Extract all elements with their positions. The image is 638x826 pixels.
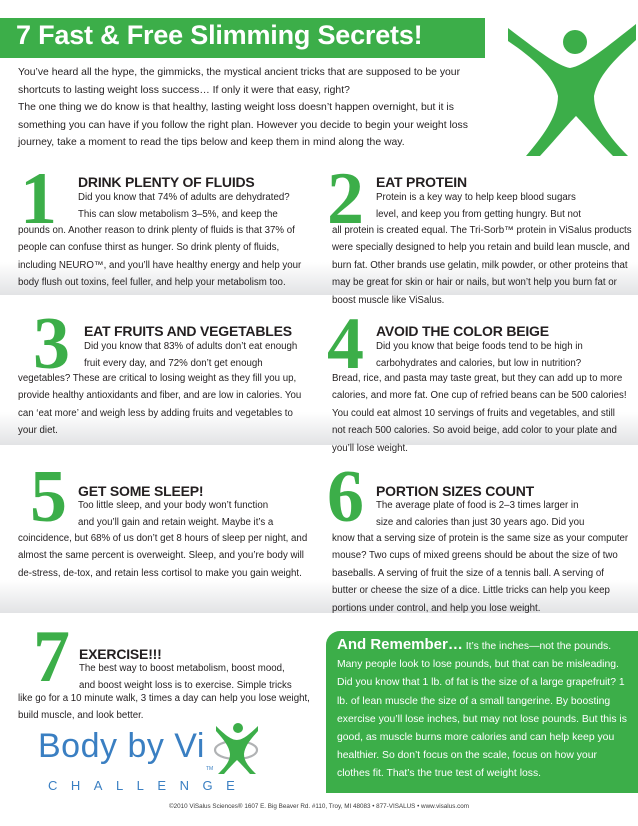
tip-lead-1: Did you know that 74% of adults are dehydrated? This can slow metabolism 3–5%, and keep the	[78, 192, 290, 220]
tip-body-2: all protein is created equal. The Tri-Sorb™ protein in ViSalus products were specially designed to help you retain and build lean muscle, and burn fat. Other brands use gelatin, milk powder, or other proteins that may be great for skin or hair or nails, but won’t help you burn fat or boost muscle like ViSalus.	[332, 225, 632, 306]
tip-body-1: pounds on. Another reason to drink plenty of fluids is that 37% of people can confuse thirst as hunger. So drink plenty of fluids, including NEURO™, and you’ll have healthy energy and help your body flush out toxins, feel fuller, and help your metabolism too.	[18, 225, 302, 289]
tip-lead-5: Too little sleep, and your body won’t function and you’ll gain and retain weight. Maybe it’s a	[78, 500, 274, 528]
tip-number-1: 1	[20, 158, 57, 240]
tip-body-7: like go for a 10 minute walk, 3 times a day can help you lose weight, build muscle, and look better.	[18, 693, 310, 722]
tip-lead-4: Did you know that beige foods tend to be high in carbohydrates and calories, but low in nutrition?	[376, 341, 583, 369]
tip-body-4: Bread, rice, and pasta may taste great, but they can add up to more calories, and more fat. One cup of refried beans can be 500 calories! You could eat almost 10 servings of fruits and vegetables, and still not reach 500 calories. So avoid beige, add color to your plate and you’ll lose weight.	[332, 373, 627, 454]
tip-number-6: 6	[327, 456, 364, 538]
tip-heading-4: AVOID THE COLOR BEIGE	[376, 323, 549, 339]
tip-heading-3: EAT FRUITS AND VEGETABLES	[84, 323, 292, 339]
figure-logo-icon	[498, 6, 638, 156]
footer-address: ©2010 ViSalus Sciences® 1607 E. Big Beaver Rd. #110, Troy, MI 48083 • 877-VISALUS • www.visalus.com	[169, 803, 469, 810]
tip-body-6: know that a serving size of protein is the same size as your computer mouse? Two cups of mixed greens should be about the size of two baseballs. A serving of fruit the size of a tennis ball. A serving of butter or cheese the size of a dice. Little tricks can help you keep portions under control, and help you lose weight.	[332, 533, 629, 614]
page-title: 7 Fast & Free Slimming Secrets!	[16, 20, 423, 50]
tip-number-4: 4	[327, 303, 364, 385]
tip-body-5: coincidence, but 68% of us don’t get 8 hours of sleep per night, and almost the same percent is overweight. Sleep, and you’re body will de-stress, de-tox, and retain less cortisol to make you gain weight.	[18, 533, 308, 579]
tip-lead-6: The average plate of food is 2–3 times larger in size and calories than just 30 years ago. Did you	[376, 500, 585, 528]
tip-heading-5: GET SOME SLEEP!	[78, 483, 204, 499]
tip-number-5: 5	[30, 456, 67, 538]
tip-number-2: 2	[327, 158, 364, 240]
brand-figure-icon	[212, 718, 260, 774]
tip-lead-2: Protein is a key way to help keep blood sugars level, and keep you from getting hungry. But not	[376, 192, 581, 220]
intro-paragraph-2: The one thing we do know is that healthy, lasting weight loss doesn’t happen overnight, but it is something you can have if you follow the right plan. However you decide to begin your weight loss journey, take a moment to read the tips below and keep them in mind along the way.	[18, 102, 468, 148]
tip-lead-3: Did you know that 83% of adults don’t eat enough fruit every day, and 72% don’t get enough	[84, 341, 298, 369]
tip-number-7: 7	[33, 616, 70, 698]
tip-heading-2: EAT PROTEIN	[376, 174, 467, 190]
tip-heading-7: EXERCISE!!!	[79, 646, 162, 662]
tip-number-3: 3	[33, 303, 70, 385]
trademark-mark: TM	[206, 766, 214, 772]
tip-lead-7: The best way to boost metabolism, boost mood, and boost weight loss is to exercise. Simple tricks	[79, 663, 292, 691]
remember-text	[337, 636, 631, 784]
remember-body: It’s the inches—not the pounds. Many people look to lose pounds, but that can be misleading. Did you know that 1 lb. of fat is the size of a large grapefruit? 1 lb. of lean muscle the size of a small tangerine. By boosting exercise you’ll lose inches, but may not lose pounds. But this is good, as muscle burns more calories and can help keep you healthier. So don’t focus on the scale, focus on how your clothes fit. That’s the true test of weight loss.	[337, 641, 627, 780]
tip-body-3: vegetables? These are critical to losing weight as they fill you up, provide healthy antioxidants and fiber, and are low in calories. You can ‘eat more’ and weigh less by adding fruits and vegetables to your diet.	[18, 373, 302, 437]
brand-logo: Body by Vi	[38, 727, 205, 765]
brand-logo-subtitle: CHALLENGE	[48, 778, 249, 793]
tip-heading-1: DRINK PLENTY OF FLUIDS	[78, 174, 255, 190]
tip-heading-6: PORTION SIZES COUNT	[376, 483, 534, 499]
remember-heading: And Remember…	[337, 636, 463, 653]
intro-paragraph-1: You’ve heard all the hype, the gimmicks, the mystical ancient tricks that are supposed to be your shortcuts to lasting weight loss success… If only it were that easy, right?	[18, 67, 461, 96]
